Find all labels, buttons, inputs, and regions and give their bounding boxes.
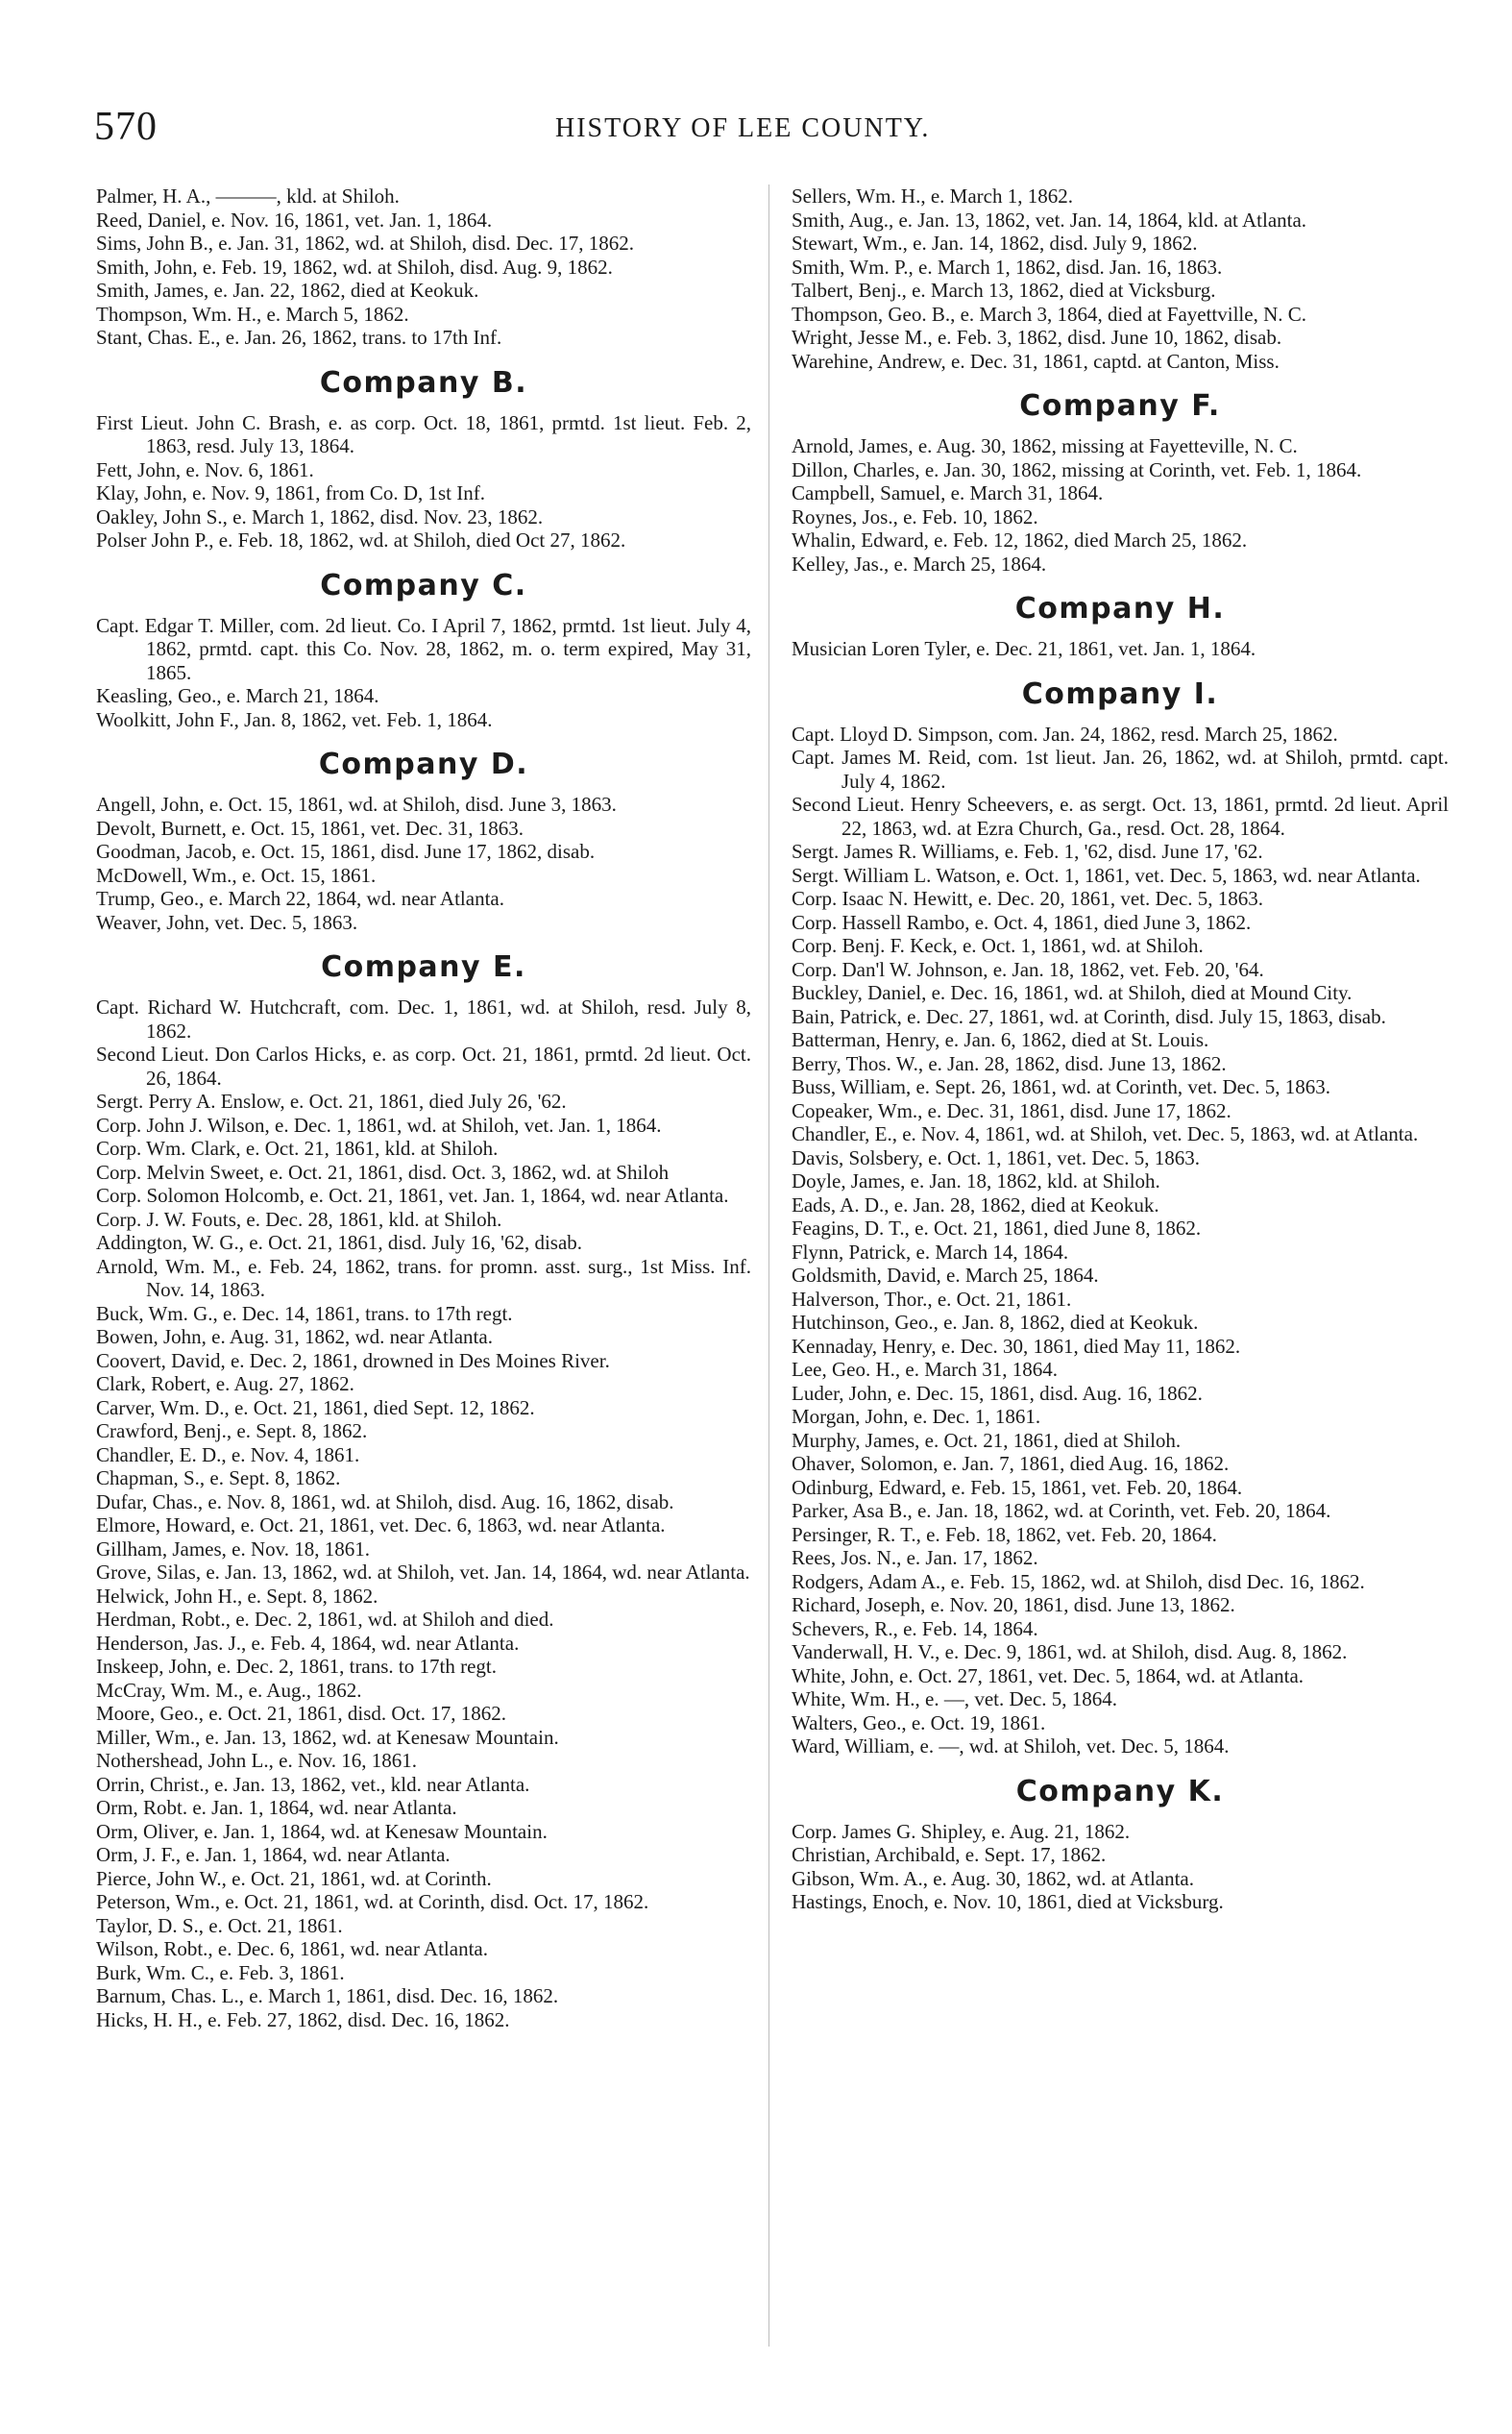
roster-entry: Orm, Robt. e. Jan. 1, 1864, wd. near Atlanta. <box>96 1796 457 1819</box>
roster-entry: Trump, Geo., e. March 22, 1864, wd. near Atlanta. <box>96 887 504 910</box>
left-column <box>96 184 751 2031</box>
roster-entry: Vanderwall, H. V., e. Dec. 9, 1861, wd. at Shiloh, disd. Aug. 8, 1862. <box>792 1640 1348 1663</box>
roster-entry: Richard, Joseph, e. Nov. 20, 1861, disd. June 13, 1862. <box>792 1593 1235 1616</box>
roster-entry: Gibson, Wm. A., e. Aug. 30, 1862, wd. at Atlanta. <box>792 1866 1195 1890</box>
roster-entry: Capt. Lloyd D. Simpson, com. Jan. 24, 1862, resd. March 25, 1862. <box>792 722 1338 746</box>
roster-entry: Wilson, Robt., e. Dec. 6, 1861, wd. near Atlanta. <box>96 1937 488 1960</box>
roster-entry: Davis, Solsbery, e. Oct. 1, 1861, vet. Dec. 5, 1863. <box>792 1145 1200 1169</box>
roster-entry: Inskeep, John, e. Dec. 2, 1861, trans. to 17th regt. <box>96 1655 497 1678</box>
roster-entry: Odinburg, Edward, e. Feb. 15, 1861, vet. Feb. 20, 1864. <box>792 1475 1243 1499</box>
roster-entry: Peterson, Wm., e. Oct. 21, 1861, wd. at Corinth, disd. Oct. 17, 1862. <box>96 1890 649 1913</box>
roster-entry: Henderson, Jas. J., e. Feb. 4, 1864, wd. near Atlanta. <box>96 1631 520 1655</box>
roster-entry: Second Lieut. Henry Scheevers, e. as sergt. Oct. 13, 1861, prmtd. 2d lieut. April 22, 1863, wd. at Ezra Church, Ga., resd. Oct. 28, 1864. <box>792 793 1449 840</box>
roster-entry: Sims, John B., e. Jan. 31, 1862, wd. at Shiloh, disd. Dec. 17, 1862. <box>96 232 634 255</box>
roster-entry: Chapman, S., e. Sept. 8, 1862. <box>96 1466 341 1489</box>
roster-entry: Keasling, Geo., e. March 21, 1864. <box>96 684 379 707</box>
roster-entry: White, Wm. H., e. —, vet. Dec. 5, 1864. <box>792 1687 1118 1710</box>
roster-entry: Thompson, Wm. H., e. March 5, 1862. <box>96 302 409 326</box>
roster-entry: Chandler, E. D., e. Nov. 4, 1861. <box>96 1442 360 1466</box>
roster-entry: Rodgers, Adam A., e. Feb. 15, 1862, wd. at Shiloh, disd Dec. 16, 1862. <box>792 1569 1365 1593</box>
roster-entry: Grove, Silas, e. Jan. 13, 1862, wd. at Shiloh, vet. Jan. 14, 1864, wd. near Atlanta. <box>96 1561 750 1584</box>
company-heading: Company D. <box>318 748 529 781</box>
roster-entry: Corp. J. W. Fouts, e. Dec. 28, 1861, kld. at Shiloh. <box>96 1207 502 1231</box>
roster-entry: Helwick, John H., e. Sept. 8, 1862. <box>96 1584 378 1608</box>
company-section <box>96 570 751 732</box>
roster-entry: Devolt, Burnett, e. Oct. 15, 1861, vet. Dec. 31, 1863. <box>96 816 524 840</box>
company-heading: Company C. <box>320 568 527 602</box>
roster-entry: Dufar, Chas., e. Nov. 8, 1861, wd. at Shiloh, disd. Aug. 16, 1862, disab. <box>96 1489 674 1513</box>
company-heading: Company E. <box>321 950 526 984</box>
company-section <box>96 749 751 934</box>
page-number: 570 <box>94 105 158 149</box>
roster-entry: Sellers, Wm. H., e. March 1, 1862. <box>792 184 1073 208</box>
roster-entry: Fett, John, e. Nov. 6, 1861. <box>96 457 314 481</box>
roster-entry: Goldsmith, David, e. March 25, 1864. <box>792 1264 1099 1287</box>
company-heading: Company H. <box>1014 592 1226 626</box>
company-heading: Company I. <box>1021 676 1219 711</box>
roster-entry: Bain, Patrick, e. Dec. 27, 1861, wd. at Corinth, disd. July 15, 1863, disab. <box>792 1004 1386 1028</box>
roster-entry: Parker, Asa B., e. Jan. 18, 1862, wd. at Corinth, vet. Feb. 20, 1864. <box>792 1499 1331 1522</box>
roster-entry: Arnold, Wm. M., e. Feb. 24, 1862, trans. for promn. asst. surg., 1st Miss. Inf. Nov. 14, 1863. <box>96 1254 751 1301</box>
roster-entry: Christian, Archibald, e. Sept. 17, 1862. <box>792 1843 1107 1866</box>
roster-entry: Corp. Benj. F. Keck, e. Oct. 1, 1861, wd. at Shiloh. <box>792 934 1204 957</box>
roster-entry: Flynn, Patrick, e. March 14, 1864. <box>792 1240 1069 1264</box>
roster-entry: Coovert, David, e. Dec. 2, 1861, drowned in Des Moines River. <box>96 1348 610 1372</box>
company-heading: Company B. <box>319 365 528 400</box>
roster-entry: Weaver, John, vet. Dec. 5, 1863. <box>96 910 358 934</box>
roster-entry: Buckley, Daniel, e. Dec. 16, 1861, wd. at Shiloh, died at Mound City. <box>792 981 1353 1004</box>
roster-entry: Sergt. James R. Williams, e. Feb. 1, '62, disd. June 17, '62. <box>792 840 1263 863</box>
roster-entry: Corp. Hassell Rambo, e. Oct. 4, 1861, died June 3, 1862. <box>792 910 1252 934</box>
roster-entry: Smith, John, e. Feb. 19, 1862, wd. at Shiloh, disd. Aug. 9, 1862. <box>96 255 613 279</box>
running-head: HISTORY OF LEE COUNTY. <box>555 113 931 143</box>
roster-entry: Kelley, Jas., e. March 25, 1864. <box>792 552 1047 576</box>
roster-entry: Dillon, Charles, e. Jan. 30, 1862, missing at Corinth, vet. Feb. 1, 1864. <box>792 457 1362 481</box>
roster-entry: Smith, Wm. P., e. March 1, 1862, disd. Jan. 16, 1863. <box>792 255 1223 279</box>
roster-entry: Barnum, Chas. L., e. March 1, 1861, disd. Dec. 16, 1862. <box>96 1984 559 2007</box>
company-section <box>96 367 751 553</box>
column-divider <box>768 184 769 2347</box>
roster-entry: Capt. James M. Reid, com. 1st lieut. Jan. 26, 1862, wd. at Shiloh, prmtd. capt. July 4, 1862. <box>792 746 1449 793</box>
company-section <box>792 184 1449 373</box>
roster-entry: Oakley, John S., e. March 1, 1862, disd. Nov. 23, 1862. <box>96 504 544 529</box>
roster-entry: Taylor, D. S., e. Oct. 21, 1861. <box>96 1913 343 1937</box>
roster-entry: Hutchinson, Geo., e. Jan. 8, 1862, died at Keokuk. <box>792 1311 1199 1334</box>
roster-entry: Eads, A. D., e. Jan. 28, 1862, died at Keokuk. <box>792 1192 1159 1217</box>
roster-entry: Corp. Melvin Sweet, e. Oct. 21, 1861, disd. Oct. 3, 1862, wd. at Shiloh <box>96 1160 670 1184</box>
roster-entry: White, John, e. Oct. 27, 1861, vet. Dec. 5, 1864, wd. at Atlanta. <box>792 1663 1305 1687</box>
roster-entry: Murphy, James, e. Oct. 21, 1861, died at Shiloh. <box>792 1428 1182 1452</box>
roster-entry: Luder, John, e. Dec. 15, 1861, disd. Aug. 16, 1862. <box>792 1381 1203 1405</box>
company-section <box>792 593 1449 661</box>
roster-entry: Buss, William, e. Sept. 26, 1861, wd. at Corinth, vet. Dec. 5, 1863. <box>792 1075 1331 1098</box>
roster-entry: Corp. Isaac N. Hewitt, e. Dec. 20, 1861, vet. Dec. 5, 1863. <box>792 887 1264 910</box>
roster-entry: Persinger, R. T., e. Feb. 18, 1862, vet. Feb. 20, 1864. <box>792 1522 1217 1546</box>
roster-entry: Corp. Wm. Clark, e. Oct. 21, 1861, kld. at Shiloh. <box>96 1137 499 1160</box>
roster-entry: Copeaker, Wm., e. Dec. 31, 1861, disd. June 17, 1862. <box>792 1098 1232 1122</box>
roster-entry: Walters, Geo., e. Oct. 19, 1861. <box>792 1710 1046 1734</box>
roster-entry: Corp. Solomon Holcomb, e. Oct. 21, 1861, vet. Jan. 1, 1864, wd. near Atlanta. <box>96 1184 729 1207</box>
company-section <box>96 184 751 350</box>
roster-entry: Corp. Dan'l W. Johnson, e. Jan. 18, 1862, vet. Feb. 20, '64. <box>792 957 1264 981</box>
roster-entry: Warehine, Andrew, e. Dec. 31, 1861, captd. at Canton, Miss. <box>792 349 1280 373</box>
roster-entry: Hicks, H. H., e. Feb. 27, 1862, disd. Dec. 16, 1862. <box>96 2007 510 2031</box>
roster-entry: Nothershead, John L., e. Nov. 16, 1861. <box>96 1749 418 1772</box>
roster-entry: Batterman, Henry, e. Jan. 6, 1862, died at St. Louis. <box>792 1028 1209 1051</box>
roster-entry: Thompson, Geo. B., e. March 3, 1864, died at Fayettville, N. C. <box>792 302 1307 326</box>
right-column <box>792 184 1449 1914</box>
roster-entry: Gillham, James, e. Nov. 18, 1861. <box>96 1537 371 1561</box>
roster-entry: Ward, William, e. —, wd. at Shiloh, vet. Dec. 5, 1864. <box>792 1734 1230 1758</box>
roster-entry: Smith, James, e. Jan. 22, 1862, died at Keokuk. <box>96 279 479 302</box>
roster-entry: Elmore, Howard, e. Oct. 21, 1861, vet. Dec. 6, 1863, wd. near Atlanta. <box>96 1513 666 1537</box>
roster-entry: Morgan, John, e. Dec. 1, 1861. <box>792 1405 1041 1428</box>
roster-entry: Goodman, Jacob, e. Oct. 15, 1861, disd. June 17, 1862, disab. <box>96 840 596 863</box>
roster-entry: Second Lieut. Don Carlos Hicks, e. as corp. Oct. 21, 1861, prmtd. 2d lieut. Oct. 26, 1864. <box>96 1043 751 1090</box>
roster-entry: Orrin, Christ., e. Jan. 13, 1862, vet., kld. near Atlanta. <box>96 1772 530 1796</box>
roster-entry: Klay, John, e. Nov. 9, 1861, from Co. D, 1st Inf. <box>96 481 485 504</box>
roster-entry: Stewart, Wm., e. Jan. 14, 1862, disd. July 9, 1862. <box>792 232 1198 255</box>
roster-entry: Stant, Chas. E., e. Jan. 26, 1862, trans. to 17th Inf. <box>96 326 502 349</box>
roster-entry: Schevers, R., e. Feb. 14, 1864. <box>792 1616 1038 1640</box>
roster-entry: Corp. James G. Shipley, e. Aug. 21, 1862. <box>792 1819 1131 1843</box>
roster-entry: Berry, Thos. W., e. Jan. 28, 1862, disd. June 13, 1862. <box>792 1051 1227 1075</box>
roster-entry: First Lieut. John C. Brash, e. as corp. Oct. 18, 1861, prmtd. 1st lieut. Feb. 2, 1863, resd. July 13, 1864. <box>96 410 751 457</box>
roster-entry: Musician Loren Tyler, e. Dec. 21, 1861, vet. Jan. 1, 1864. <box>792 637 1256 660</box>
roster-entry: Roynes, Jos., e. Feb. 10, 1862. <box>792 504 1038 529</box>
roster-entry: Reed, Daniel, e. Nov. 16, 1861, vet. Jan. 1, 1864. <box>96 208 493 232</box>
roster-entry: Palmer, H. A., ———, kld. at Shiloh. <box>96 184 400 208</box>
company-heading: Company F. <box>1019 389 1221 423</box>
roster-entry: Lee, Geo. H., e. March 31, 1864. <box>792 1358 1058 1381</box>
roster-entry: Orm, J. F., e. Jan. 1, 1864, wd. near Atlanta. <box>96 1843 451 1866</box>
roster-entry: Sergt. William L. Watson, e. Oct. 1, 1861, vet. Dec. 5, 1863, wd. near Atlanta. <box>792 863 1421 887</box>
roster-entry: Talbert, Benj., e. March 13, 1862, died at Vicksburg. <box>792 279 1216 302</box>
roster-entry: Arnold, James, e. Aug. 30, 1862, missing at Fayetteville, N. C. <box>792 434 1298 457</box>
roster-entry: Doyle, James, e. Jan. 18, 1862, kld. at Shiloh. <box>792 1169 1160 1192</box>
roster-entry: Pierce, John W., e. Oct. 21, 1861, wd. at Corinth. <box>96 1866 492 1890</box>
roster-entry: Rees, Jos. N., e. Jan. 17, 1862. <box>792 1546 1038 1569</box>
roster-entry: Capt. Richard W. Hutchcraft, com. Dec. 1, 1861, wd. at Shiloh, resd. July 8, 1862. <box>96 996 751 1043</box>
company-section <box>792 390 1449 576</box>
roster-entry: Halverson, Thor., e. Oct. 21, 1861. <box>792 1287 1072 1311</box>
page-header <box>0 104 1512 149</box>
roster-entry: Hastings, Enoch, e. Nov. 10, 1861, died at Vicksburg. <box>792 1890 1224 1913</box>
roster-entry: McCray, Wm. M., e. Aug., 1862. <box>96 1678 362 1702</box>
roster-entry: Sergt. Perry A. Enslow, e. Oct. 21, 1861, died July 26, '62. <box>96 1090 567 1113</box>
roster-entry: Orm, Oliver, e. Jan. 1, 1864, wd. at Kenesaw Mountain. <box>96 1819 548 1843</box>
roster-entry: McDowell, Wm., e. Oct. 15, 1861. <box>96 863 377 887</box>
roster-entry: Feagins, D. T., e. Oct. 21, 1861, died June 8, 1862. <box>792 1217 1202 1240</box>
roster-entry: Clark, Robert, e. Aug. 27, 1862. <box>96 1372 354 1395</box>
company-section <box>792 1776 1449 1914</box>
roster-entry: Burk, Wm. C., e. Feb. 3, 1861. <box>96 1960 345 1984</box>
roster-entry: Buck, Wm. G., e. Dec. 14, 1861, trans. to 17th regt. <box>96 1301 513 1325</box>
company-section <box>96 951 751 2031</box>
roster-entry: Whalin, Edward, e. Feb. 12, 1862, died March 25, 1862. <box>792 529 1248 552</box>
roster-entry: Moore, Geo., e. Oct. 21, 1861, disd. Oct. 17, 1862. <box>96 1702 506 1725</box>
roster-entry: Corp. John J. Wilson, e. Dec. 1, 1861, wd. at Shiloh, vet. Jan. 1, 1864. <box>96 1113 662 1137</box>
roster-entry: Angell, John, e. Oct. 15, 1861, wd. at Shiloh, disd. June 3, 1863. <box>96 793 617 816</box>
roster-entry: Carver, Wm. D., e. Oct. 21, 1861, died Sept. 12, 1862. <box>96 1395 535 1419</box>
roster-entry: Polser John P., e. Feb. 18, 1862, wd. at Shiloh, died Oct 27, 1862. <box>96 529 626 552</box>
company-heading: Company K. <box>1015 1774 1225 1808</box>
roster-entry: Herdman, Robt., e. Dec. 2, 1861, wd. at Shiloh and died. <box>96 1608 554 1631</box>
company-section <box>792 678 1449 1758</box>
roster-entry: Addington, W. G., e. Oct. 21, 1861, disd. July 16, '62, disab. <box>96 1231 583 1254</box>
roster-entry: Wright, Jesse M., e. Feb. 3, 1862, disd. June 10, 1862, disab. <box>792 326 1282 349</box>
roster-entry: Miller, Wm., e. Jan. 13, 1862, wd. at Kenesaw Mountain. <box>96 1725 559 1749</box>
roster-entry: Bowen, John, e. Aug. 31, 1862, wd. near Atlanta. <box>96 1325 493 1348</box>
roster-entry: Kennaday, Henry, e. Dec. 30, 1861, died May 11, 1862. <box>792 1334 1241 1358</box>
roster-entry: Chandler, E., e. Nov. 4, 1861, wd. at Shiloh, vet. Dec. 5, 1863, wd. at Atlanta. <box>792 1122 1419 1145</box>
roster-entry: Capt. Edgar T. Miller, com. 2d lieut. Co. I April 7, 1862, prmtd. 1st lieut. July 4, 1862, prmtd. capt. this Co. Nov. 28, 1862, m. o. term expired, May 31, 1865. <box>96 613 751 684</box>
roster-entry: Campbell, Samuel, e. March 31, 1864. <box>792 481 1104 504</box>
roster-entry: Smith, Aug., e. Jan. 13, 1862, vet. Jan. 14, 1864, kld. at Atlanta. <box>792 208 1307 232</box>
roster-entry: Woolkitt, John F., Jan. 8, 1862, vet. Feb. 1, 1864. <box>96 707 493 731</box>
roster-entry: Ohaver, Solomon, e. Jan. 7, 1861, died Aug. 16, 1862. <box>792 1452 1230 1475</box>
roster-entry: Crawford, Benj., e. Sept. 8, 1862. <box>96 1419 368 1442</box>
